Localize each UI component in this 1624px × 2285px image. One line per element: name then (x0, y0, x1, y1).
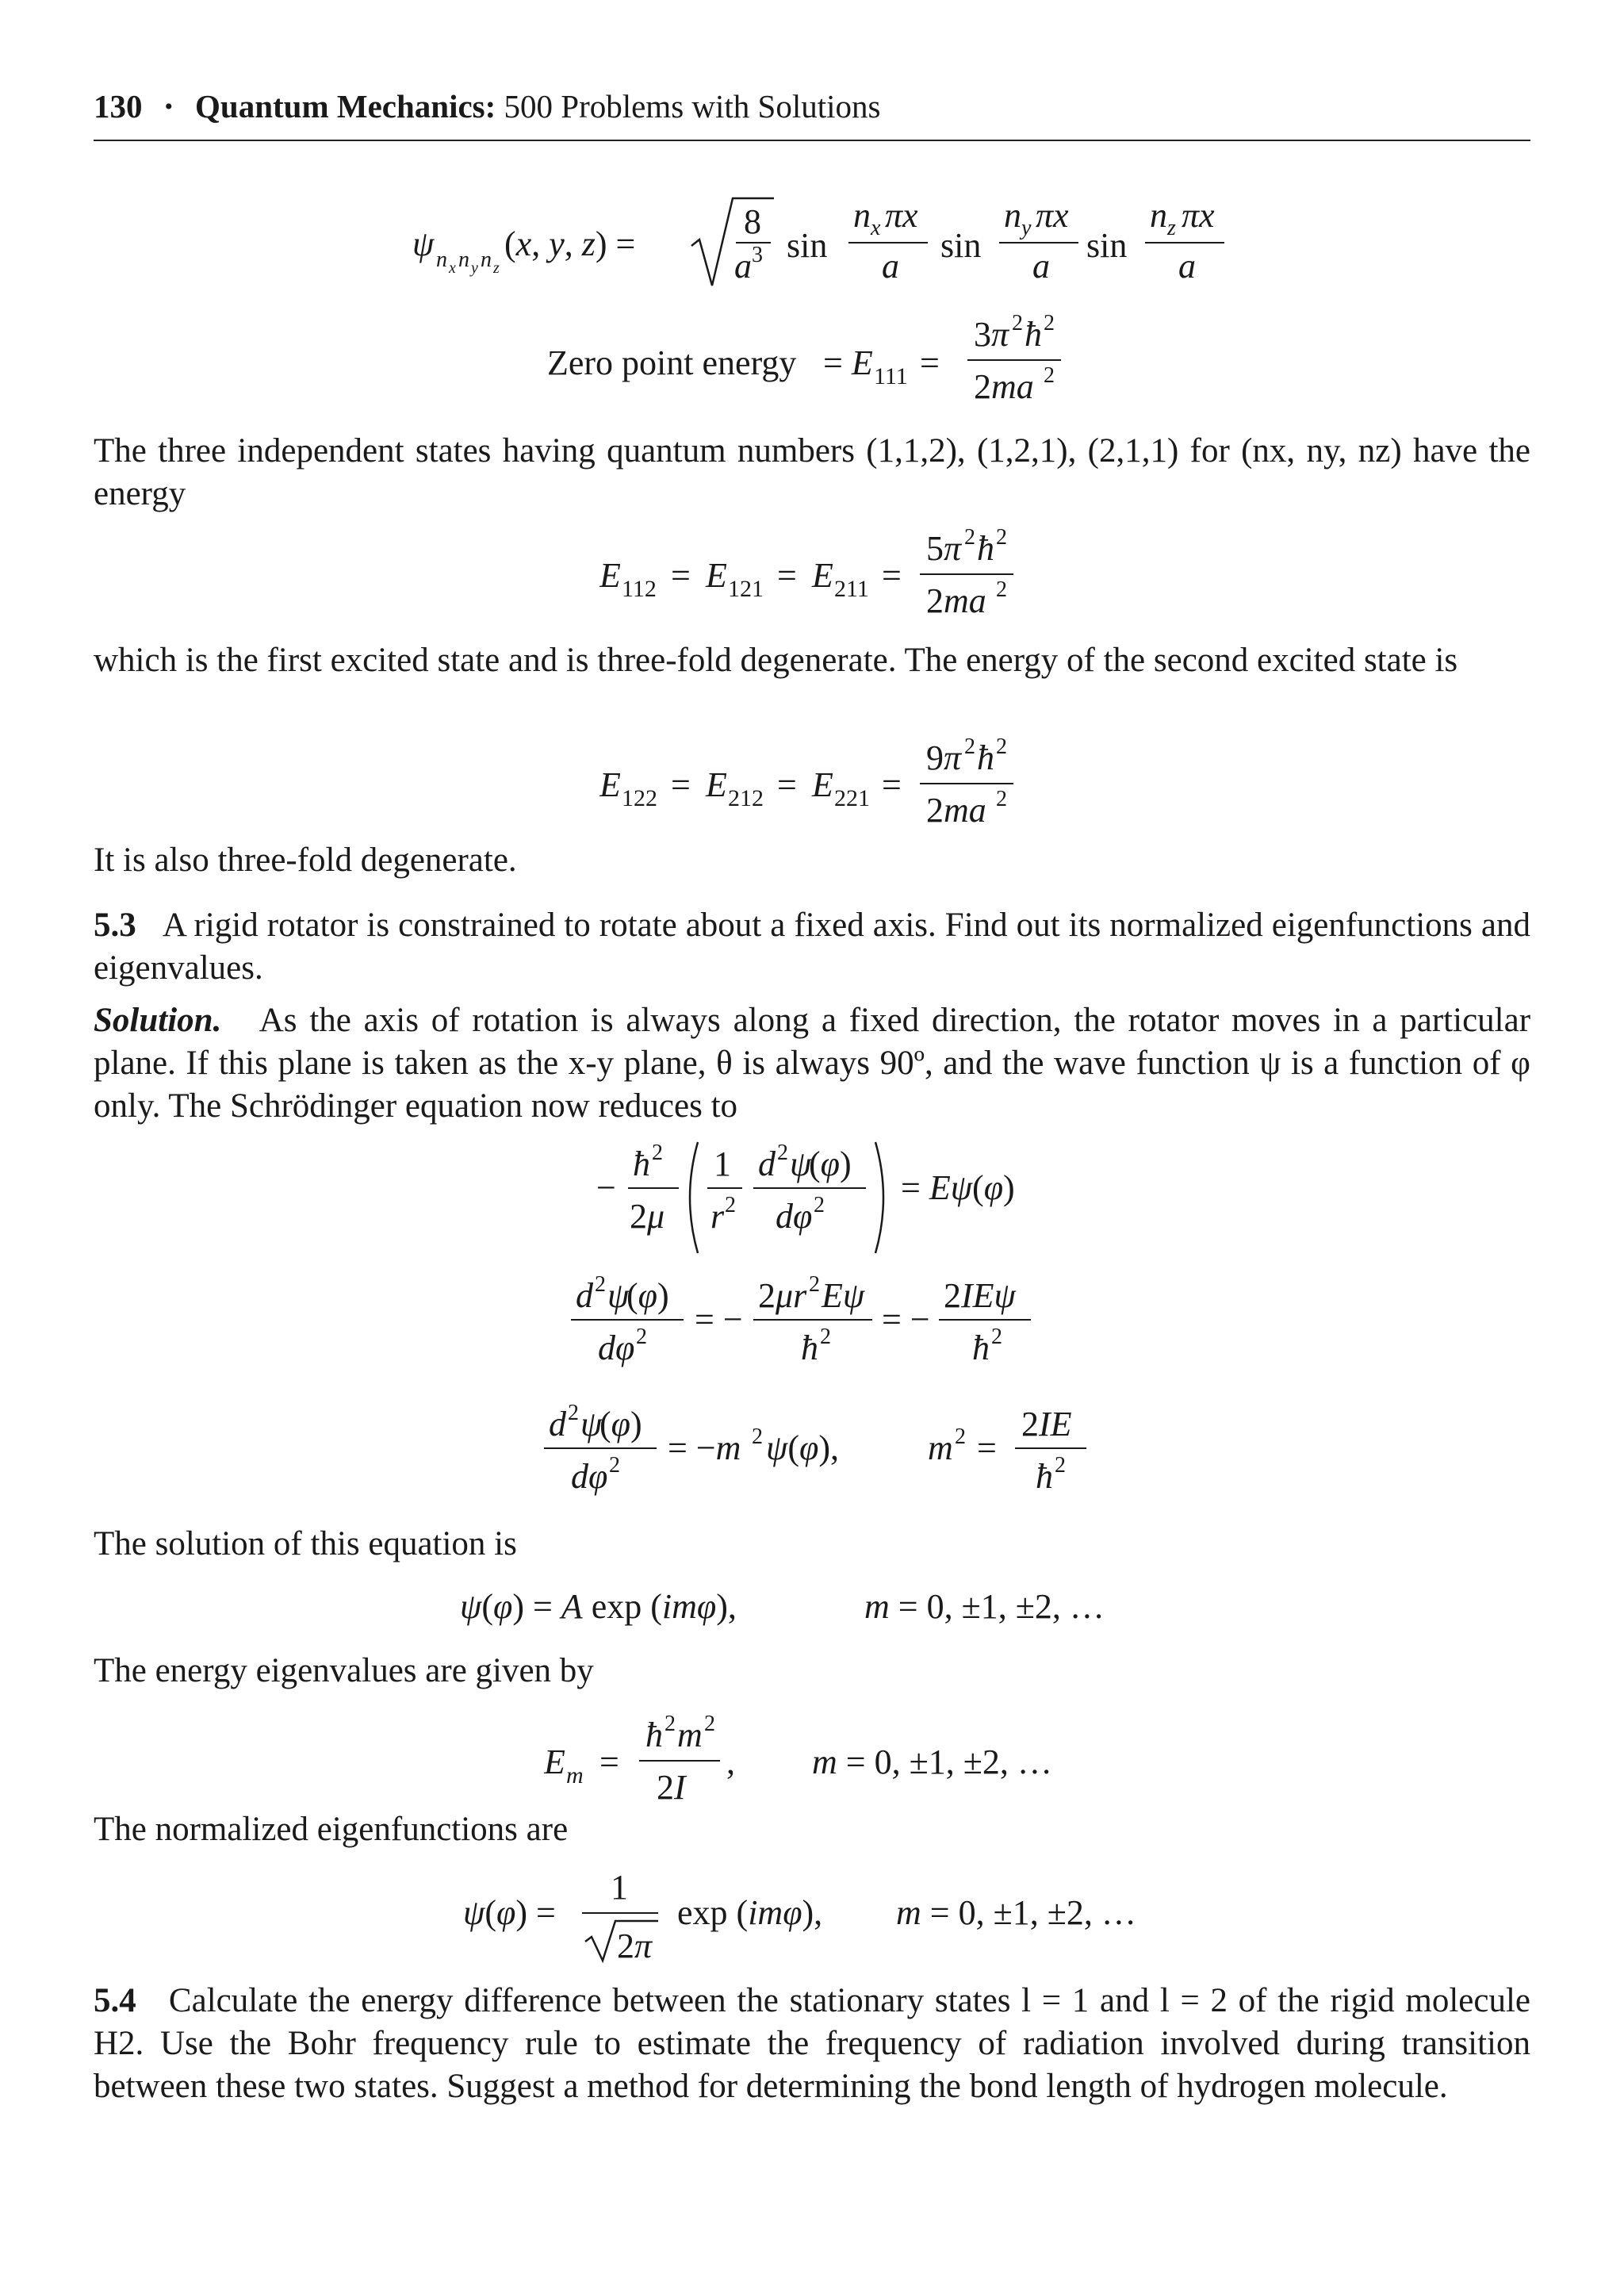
svg-text:πx: πx (1182, 196, 1215, 235)
svg-text:112: 112 (622, 576, 657, 602)
svg-text:=: = (977, 1428, 997, 1467)
svg-text:ψ(φ) =: ψ(φ) = (463, 1893, 556, 1932)
svg-text:2μr: 2μr (758, 1276, 807, 1315)
svg-text:ψ(φ),: ψ(φ), (766, 1428, 839, 1467)
zero-point-label: Zero point energy (547, 343, 797, 382)
svg-text:sin: sin (1086, 226, 1128, 265)
book-title-rest: 500 Problems with Solutions (504, 88, 881, 125)
equation-energy-eigenvalues (544, 1705, 1099, 1816)
svg-text:m = 0, ±1, ±2, …: m = 0, ±1, ±2, … (812, 1743, 1052, 1781)
equation-second-derivative (571, 1269, 1063, 1380)
svg-text:2: 2 (777, 1141, 788, 1165)
svg-text:y: y (471, 259, 478, 277)
svg-text:2: 2 (955, 1424, 966, 1449)
svg-text:=: = (882, 556, 902, 595)
svg-text:sin: sin (940, 226, 982, 265)
running-header (94, 87, 1530, 141)
svg-text:2ma: 2ma (926, 791, 986, 830)
svg-text:ħ: ħ (633, 1144, 650, 1183)
svg-text:2: 2 (1055, 1453, 1066, 1478)
svg-text:=: = (920, 343, 940, 382)
svg-text:dφ: dφ (598, 1328, 635, 1367)
svg-text:2ma: 2ma (974, 367, 1034, 406)
svg-text:ψ: ψ (412, 224, 435, 263)
svg-text:n: n (458, 247, 469, 272)
svg-text:d: d (549, 1405, 566, 1443)
svg-text:(φ): (φ) (809, 1144, 852, 1183)
svg-text:n: n (853, 196, 871, 235)
paragraph-three-fold: It is also three-fold degenerate. (94, 842, 517, 879)
svg-text:211: 211 (834, 576, 869, 602)
svg-text:z: z (493, 259, 500, 277)
svg-text:n: n (1150, 196, 1167, 235)
svg-text:8: 8 (744, 202, 761, 241)
svg-text:,: , (726, 1743, 735, 1781)
paragraph-solution-of-equation: The solution of this equation is (94, 1525, 517, 1562)
svg-text:E: E (812, 556, 833, 595)
svg-text:sin: sin (787, 226, 828, 265)
svg-text:E: E (812, 765, 833, 804)
svg-text:= Eψ(φ): = Eψ(φ) (901, 1168, 1015, 1207)
svg-text:2π: 2π (617, 1927, 653, 1965)
equation-first-excited (599, 527, 1028, 638)
svg-text:2: 2 (996, 787, 1007, 811)
svg-text:2ma: 2ma (926, 581, 986, 620)
header-bullet: • (164, 94, 174, 120)
svg-text:1: 1 (714, 1144, 731, 1183)
svg-text:z: z (1167, 216, 1176, 240)
svg-text:= −: = − (695, 1300, 743, 1339)
svg-text:m = 0, ±1, ±2, …: m = 0, ±1, ±2, … (896, 1893, 1136, 1932)
equation-normalized-eigenfunctions (463, 1861, 1177, 1980)
svg-text:2: 2 (964, 736, 975, 759)
svg-text:2: 2 (996, 736, 1007, 759)
svg-text:111: 111 (874, 363, 908, 389)
svg-text:5π: 5π (926, 529, 962, 568)
svg-text:−: − (596, 1168, 616, 1207)
svg-text:ψ(φ) = A exp (imφ),: ψ(φ) = A exp (imφ), (460, 1587, 737, 1626)
svg-text:=: = (671, 765, 691, 804)
svg-text:exp (imφ),: exp (imφ), (677, 1893, 823, 1932)
svg-text:=: = (777, 556, 797, 595)
svg-text:ħ: ħ (645, 1716, 663, 1754)
equation-zero-point-energy (547, 309, 1086, 420)
svg-text:x: x (449, 259, 456, 277)
svg-text:= −m: = −m (668, 1428, 741, 1467)
svg-text:2: 2 (814, 1193, 825, 1217)
problem-5-3 (94, 904, 1530, 990)
svg-text:2: 2 (996, 577, 1007, 602)
svg-text:122: 122 (622, 785, 657, 811)
svg-text:Eψ: Eψ (822, 1276, 865, 1315)
solution-label: Solution. (94, 1002, 222, 1039)
svg-text:m: m (566, 1762, 584, 1789)
svg-text:a: a (882, 247, 899, 286)
svg-text:2: 2 (568, 1401, 579, 1425)
svg-text:2: 2 (595, 1272, 606, 1297)
svg-text:(φ): (φ) (626, 1276, 669, 1315)
solution-paragraph (94, 999, 1530, 1128)
svg-text:a: a (1178, 247, 1196, 286)
problem-5-4 (94, 1980, 1530, 2108)
svg-text:2: 2 (1044, 311, 1055, 335)
problem-5-4-text: Calculate the energy difference between the stationary states l = 1 and l = 2 of the rigid molecule H2. Use the Bohr frequency rule to estimate the frequency of radiation involved during transition between these two states. Suggest a method for determining the bond length of hydrogen molecule. (94, 1982, 1531, 2105)
svg-text:ħ: ħ (977, 529, 994, 568)
svg-text:n: n (481, 247, 492, 272)
svg-text:2: 2 (1012, 311, 1023, 335)
svg-text:3: 3 (752, 243, 763, 267)
svg-text:ψ: ψ (580, 1405, 603, 1443)
svg-text:E: E (706, 556, 727, 595)
svg-text:2: 2 (991, 1325, 1002, 1349)
svg-text:πx: πx (1036, 196, 1069, 235)
svg-text:ħ: ħ (1036, 1457, 1053, 1496)
svg-text:= E: = E (823, 343, 873, 382)
svg-text:2IE: 2IE (1021, 1405, 1072, 1443)
svg-text:a: a (734, 247, 752, 286)
svg-text:121: 121 (728, 576, 764, 602)
equation-wavefunction (412, 182, 1237, 301)
svg-text:2: 2 (636, 1325, 647, 1349)
svg-text:=: = (671, 556, 691, 595)
book-title-bold: Quantum Mechanics: (195, 88, 496, 125)
svg-text:m: m (677, 1716, 703, 1754)
svg-text:2I: 2I (657, 1768, 686, 1807)
svg-text:=: = (777, 765, 797, 804)
equation-general-solution (460, 1578, 1142, 1642)
svg-text:dφ: dφ (571, 1457, 608, 1496)
svg-text:212: 212 (728, 785, 764, 811)
paragraph-three-states: The three independent states having quantum numbers (1,1,2), (1,2,1), (2,1,1) for (nx, ny, nz) have the energy (94, 432, 1530, 512)
svg-text:m = 0, ±1, ±2, …: m = 0, ±1, ±2, … (864, 1587, 1105, 1626)
svg-text:ψ: ψ (607, 1276, 630, 1315)
svg-text:2: 2 (704, 1712, 715, 1736)
svg-text:2: 2 (820, 1325, 831, 1349)
svg-text:d: d (758, 1144, 776, 1183)
svg-text:n: n (436, 247, 447, 272)
svg-text:1: 1 (611, 1868, 628, 1907)
svg-text:2: 2 (752, 1424, 763, 1449)
svg-text:y: y (1021, 216, 1032, 240)
svg-text:(x, y, z) =: (x, y, z) = (504, 224, 636, 263)
svg-text:2IEψ: 2IEψ (944, 1276, 1016, 1315)
page-number: 130 (94, 88, 143, 125)
svg-text:(φ): (φ) (599, 1405, 642, 1443)
svg-text:E: E (599, 556, 621, 595)
equation-second-excited (599, 736, 1028, 847)
svg-text:πx: πx (885, 196, 918, 235)
svg-text:ψ: ψ (790, 1144, 812, 1183)
svg-text:r: r (710, 1197, 725, 1236)
paragraph-energy-eigenvalues: The energy eigenvalues are given by (94, 1652, 594, 1689)
svg-text:ħ: ħ (972, 1328, 990, 1367)
svg-text:m: m (928, 1428, 953, 1467)
paragraph-normalized-eigenfunctions: The normalized eigenfunctions are (94, 1811, 569, 1848)
equation-schrodinger (596, 1134, 1040, 1261)
svg-text:2: 2 (609, 1453, 620, 1478)
svg-text:2: 2 (725, 1193, 736, 1217)
svg-text:x: x (871, 216, 881, 240)
svg-text:=: = (882, 765, 902, 804)
svg-text:=: = (599, 1743, 619, 1781)
svg-text:2: 2 (964, 527, 975, 550)
solution-text: As the axis of rotation is always along a fixed direction, the rotator moves in a particular plane. If this plane is taken as the x-y plane, θ is always 90º, and the wave function ψ is a function of φ only. The Schrödinger equation now reduces to (94, 1002, 1531, 1125)
svg-text:2: 2 (652, 1141, 663, 1165)
svg-text:2: 2 (665, 1712, 676, 1736)
svg-text:9π: 9π (926, 738, 962, 777)
paragraph-first-excited: which is the first excited state and is three-fold degenerate. The energy of the second excited state is (94, 642, 1458, 679)
svg-text:E: E (544, 1743, 565, 1781)
svg-text:3π: 3π (974, 315, 1009, 354)
problem-number-5-4: 5.4 (94, 1982, 136, 2019)
svg-text:2μ: 2μ (630, 1197, 665, 1236)
svg-text:221: 221 (834, 785, 870, 811)
problem-number: 5.3 (94, 907, 136, 944)
svg-text:2: 2 (809, 1272, 820, 1297)
svg-text:ħ: ħ (1025, 315, 1042, 354)
svg-text:dφ: dφ (776, 1197, 813, 1236)
svg-text:E: E (706, 765, 727, 804)
svg-text:2: 2 (996, 527, 1007, 550)
svg-text:a: a (1032, 247, 1050, 286)
svg-text:E: E (599, 765, 621, 804)
equation-m-squared (544, 1397, 1099, 1509)
svg-text:ħ: ħ (801, 1328, 818, 1367)
svg-text:= −: = − (882, 1300, 930, 1339)
svg-text:2: 2 (1044, 363, 1055, 388)
svg-text:ħ: ħ (977, 738, 994, 777)
svg-text:d: d (576, 1276, 593, 1315)
problem-text: A rigid rotator is constrained to rotate about a fixed axis. Find out its normalized eigenfunctions and eigenvalues. (94, 907, 1530, 987)
svg-text:n: n (1004, 196, 1021, 235)
